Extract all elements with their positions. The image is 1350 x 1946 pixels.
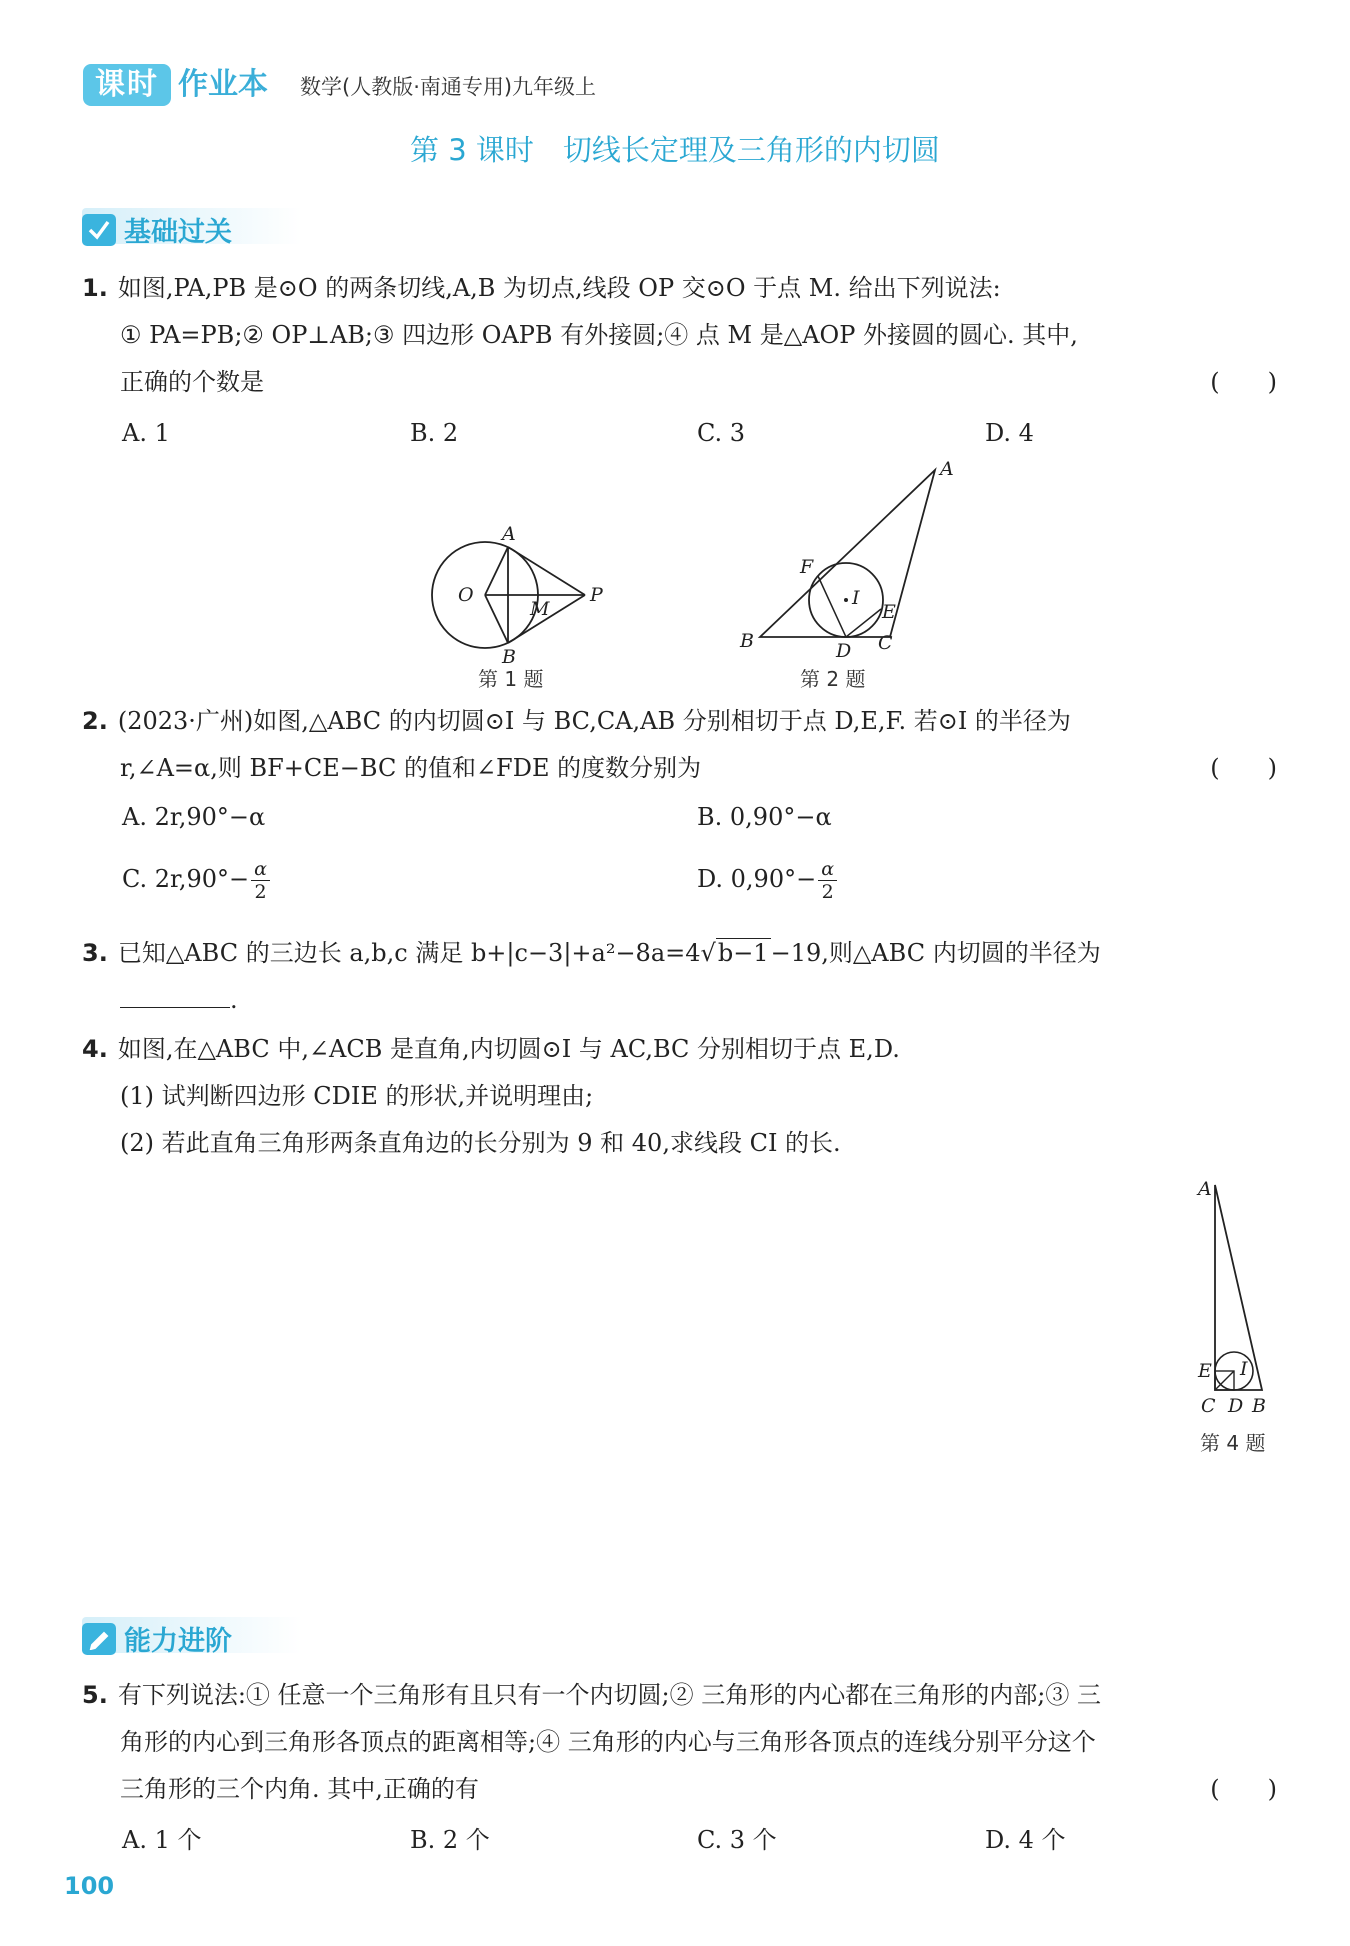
q3-number: 3. <box>82 939 108 967</box>
fig4-label-b: B <box>1252 1395 1266 1417</box>
fig4-label-i: I <box>1240 1358 1248 1380</box>
fig1-radius-oa <box>485 547 508 595</box>
q2-option-c-fraction <box>251 858 270 903</box>
q2-option-d <box>697 858 837 903</box>
fig1-label-m: M <box>530 598 550 620</box>
fig1-label-o: O <box>458 584 474 606</box>
fig4-triangle <box>1215 1185 1262 1390</box>
q3-text-post: −19,则△ABC 内切圆的半径为 <box>770 939 1101 967</box>
section-basic <box>82 210 232 249</box>
q2-line1: (2023·广州)如图,△ABC 的内切圆⊙I 与 BC,CA,AB 分别相切于点 D,E,F. 若⊙I 的半径为 <box>117 707 1071 735</box>
figure-4-caption: 第 4 题 <box>1200 1431 1266 1455</box>
figure-1-caption: 第 1 题 <box>478 667 544 691</box>
figure-2-caption: 第 2 题 <box>800 667 866 691</box>
q2-frac-num-d: α <box>818 858 837 881</box>
fig4-label-e: E <box>1198 1360 1212 1382</box>
fig2-triangle <box>760 470 935 637</box>
q2-option-d-text: D. 0,90°− <box>697 865 817 893</box>
q1-line3: 正确的个数是 <box>120 368 264 396</box>
sqrt-icon: √ <box>700 939 716 967</box>
q4-sub2: (2) 若此直角三角形两条直角边的长分别为 9 和 40,求线段 CI 的长. <box>120 1129 841 1157</box>
q4-line1: 如图,在△ABC 中,∠ACB 是直角,内切圆⊙I 与 AC,BC 分别相切于点 E,D. <box>117 1035 900 1063</box>
q2-option-c-text: C. 2r,90°− <box>122 865 250 893</box>
figure-2 <box>730 455 960 665</box>
q5-option-a: A. 1 个 <box>122 1826 202 1854</box>
fig1-label-p: P <box>590 584 603 606</box>
q2-frac-den-c: 2 <box>254 881 267 903</box>
q2-option-a: A. 2r,90°−α <box>122 803 266 831</box>
section-basic-label: 基础过关 <box>124 217 232 248</box>
q2-option-c <box>122 858 270 903</box>
q1-option-c: C. 3 <box>697 419 746 447</box>
q1-answer-paren: ( ) <box>1210 368 1277 396</box>
logo-text: 作业本 <box>178 67 268 102</box>
q5-line2: 角形的内心到三角形各顶点的距离相等;④ 三角形的内心与三角形各顶点的连线分别平分这个 <box>120 1728 1096 1756</box>
q1-option-a: A. 1 <box>122 419 170 447</box>
fig1-radius-ob <box>485 595 508 643</box>
q2-answer-paren: ( ) <box>1210 754 1277 782</box>
question-2 <box>82 698 1277 792</box>
fig1-tangent-pa <box>508 547 585 595</box>
q4-sub1: (1) 试判断四边形 CDIE 的形状,并说明理由; <box>120 1082 594 1110</box>
question-3 <box>82 930 1277 1024</box>
fig2-label-a: A <box>940 458 954 480</box>
q5-number: 5. <box>82 1681 108 1709</box>
fig2-label-e: E <box>882 601 896 623</box>
q1-line2: ① PA=PB;② OP⊥AB;③ 四边形 OAPB 有外接圆;④ 点 M 是△AOP 外接圆的圆心. 其中, <box>120 321 1078 349</box>
q2-frac-den-d: 2 <box>821 881 834 903</box>
logo-mark: 课时 <box>83 64 171 106</box>
q2-frac-num-c: α <box>251 858 270 881</box>
q5-line3: 三角形的三个内角. 其中,正确的有 <box>120 1775 479 1803</box>
q5-answer-paren: ( ) <box>1210 1775 1277 1803</box>
fig4-label-c: C <box>1201 1395 1216 1417</box>
section-advanced-label: 能力进阶 <box>124 1626 232 1657</box>
q3-answer-blank[interactable] <box>120 979 230 1008</box>
q2-option-d-fraction <box>818 858 837 903</box>
q5-option-c: C. 3 个 <box>697 1826 777 1854</box>
fig1-label-b: B <box>502 646 516 668</box>
page-number: 100 <box>64 1872 115 1900</box>
fig2-label-b: B <box>740 630 754 652</box>
fig2-label-d: D <box>836 640 852 662</box>
q2-line2: r,∠A=α,则 BF+CE−BC 的值和∠FDE 的度数分别为 <box>120 754 702 782</box>
fig2-label-c: C <box>878 632 893 654</box>
q1-number: 1. <box>82 274 108 302</box>
q3-sqrt-content: b−1 <box>717 939 769 967</box>
q2-option-b: B. 0,90°−α <box>697 803 832 831</box>
checkmark-icon <box>82 214 116 246</box>
q2-number: 2. <box>82 707 108 735</box>
section-advanced <box>82 1619 232 1658</box>
fig2-label-i: I <box>852 587 860 609</box>
fig2-label-f: F <box>800 556 814 578</box>
q3-text-pre: 已知△ABC 的三边长 a,b,c 满足 b+|c−3|+a²−8a=4 <box>117 939 701 967</box>
fig4-label-d: D <box>1228 1395 1244 1417</box>
pencil-icon <box>82 1623 116 1655</box>
q5-option-b: B. 2 个 <box>410 1826 490 1854</box>
question-4 <box>82 1026 1277 1167</box>
fig4-label-a: A <box>1198 1178 1212 1200</box>
q5-option-d: D. 4 个 <box>985 1826 1066 1854</box>
book-subtitle: 数学(人教版·南通专用)九年级上 <box>300 75 597 99</box>
question-1 <box>82 265 1277 406</box>
q1-line1: 如图,PA,PB 是⊙O 的两条切线,A,B 为切点,线段 OP 交⊙O 于点 M. 给出下列说法: <box>117 274 1001 302</box>
q5-line1: 有下列说法:① 任意一个三角形有且只有一个内切圆;② 三角形的内心都在三角形的内部;③ 三 <box>117 1681 1101 1709</box>
figure-1 <box>410 520 620 670</box>
q4-number: 4. <box>82 1035 108 1063</box>
fig1-label-a: A <box>502 523 516 545</box>
fig2-center-dot <box>844 598 848 602</box>
question-5 <box>82 1672 1277 1813</box>
lesson-title: 第 3 课时 切线长定理及三角形的内切圆 <box>410 133 940 167</box>
q3-end: . <box>230 986 238 1014</box>
q1-option-d: D. 4 <box>985 419 1034 447</box>
q1-option-b: B. 2 <box>410 419 459 447</box>
figure-4 <box>1190 1170 1280 1420</box>
